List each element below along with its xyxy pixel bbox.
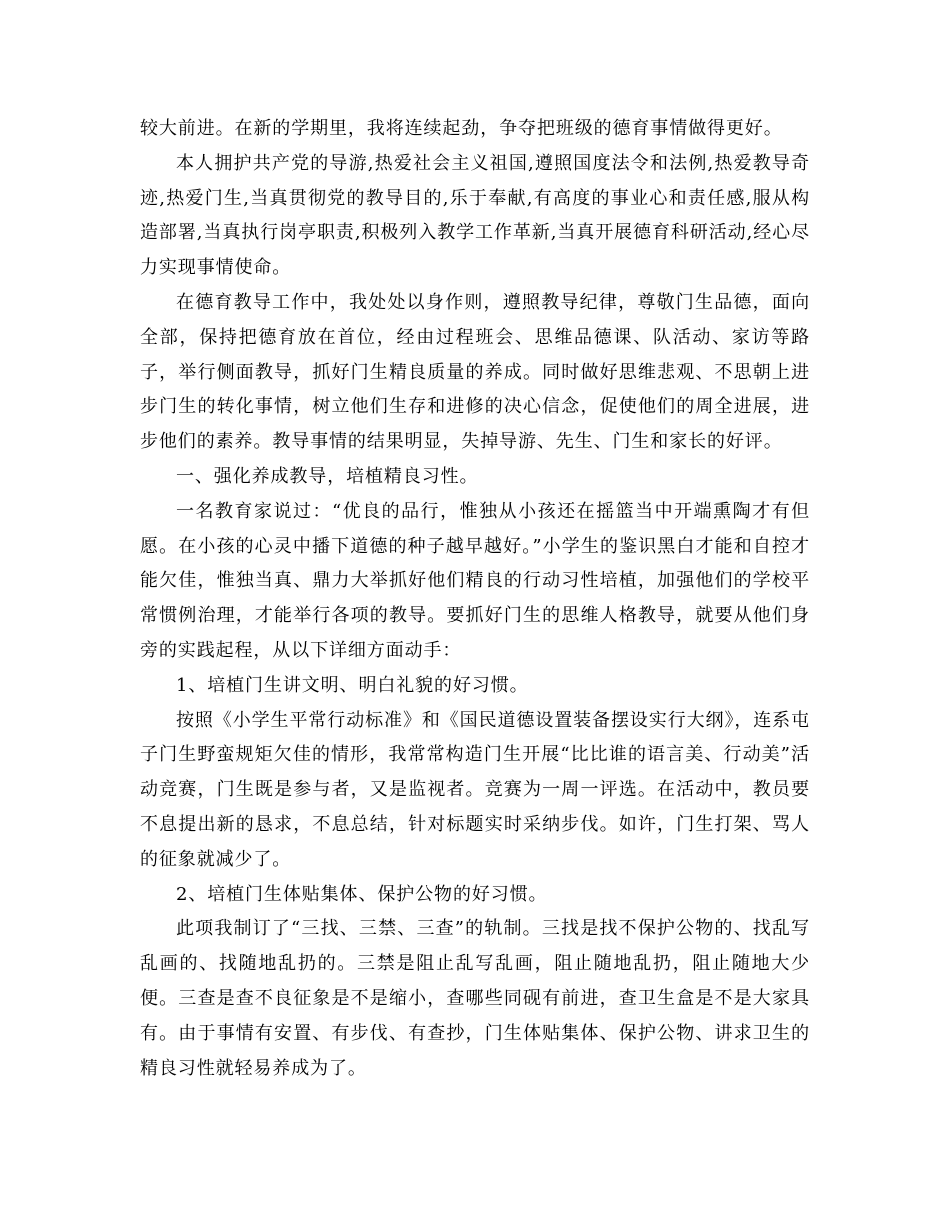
paragraph-3: 在德育教导工作中，我处处以身作则，遵照教导纪律，尊敬门生品德，面向全部，保持把德育放在首位，经由过程班会、思维品德课、队活动、家访等路子，举行侧面教导，抓好门生精良质量的养成。同时做好思维悲观、不思朝上进步门生的转化事情，树立他们生存和进修的决心信念，促使他们的周全进展，进步他们的素养。教导事情的结果明显，失掉导游、先生、门生和家长的好评。 [140,291,810,453]
subheading-1: 1、培植门生讲文明、明白礼貌的好习惯。 [176,674,529,696]
subheading-2: 2、培植门生体贴集体、保护公物的好习惯。 [176,883,548,905]
section-heading-1: 一、强化养成教导，培植精良习性。 [176,465,479,487]
document-body [140,112,810,1086]
paragraph-1: 较大前进。在新的学期里，我将连续起劲，争夺把班级的德育事情做得更好。 [140,118,783,139]
paragraph-4: 一名教育家说过：“优良的品行，惟独从小孩还在摇篮当中开端熏陶才有但愿。在小孩的心灵中播下道德的种子越早越好。”小学生的鉴识黑白才能和自控才能欠佳，惟独当真、鼎力大举抓好他们精良的行动习性培植，加强他们的学校平常惯例治理，才能举行各项的教导。要抓好门生的思维人格教导，就要从他们身旁的实践起程，从以下详细方面动手： [140,500,810,661]
paragraph-5: 按照《小学生平常行动标准》和《国民道德设置装备摆设实行大纲》，连系屯子门生野蛮规矩欠佳的情形，我常常构造门生开展“比比谁的语言美、行动美”活动竞赛，门生既是参与者，又是监视者。竞赛为一周一评选。在活动中，教员要不息提出新的恳求，不息总结，针对标题实时采纳步伐。如许，门生打架、骂人的征象就减少了。 [140,709,810,870]
paragraph-6: 此项我制订了“三找、三禁、三查”的轨制。三找是找不保护公物的、找乱写乱画的、找随地乱扔的。三禁是阻止乱写乱画，阻止随地乱扔，阻止随地大少便。三查是查不良征象是不是缩小，查哪些同砚有前进，查卫生盒是不是大家具有。由于事情有安置、有步伐、有查抄，门生体贴集体、保护公物、讲求卫生的精良习性就轻易养成为了。 [140,918,810,1079]
paragraph-2: 本人拥护共产党的导游,热爱社会主义祖国,遵照国度法令和法例,热爱教导奇迹,热爱门生,当真贯彻党的教导目的,乐于奉献,有高度的事业心和责任感,服从构造部署,当真执行岗亭职责,积极列入教学工作革新,当真开展德育科研活动,经心尽力实现事情使命。 [140,152,810,279]
